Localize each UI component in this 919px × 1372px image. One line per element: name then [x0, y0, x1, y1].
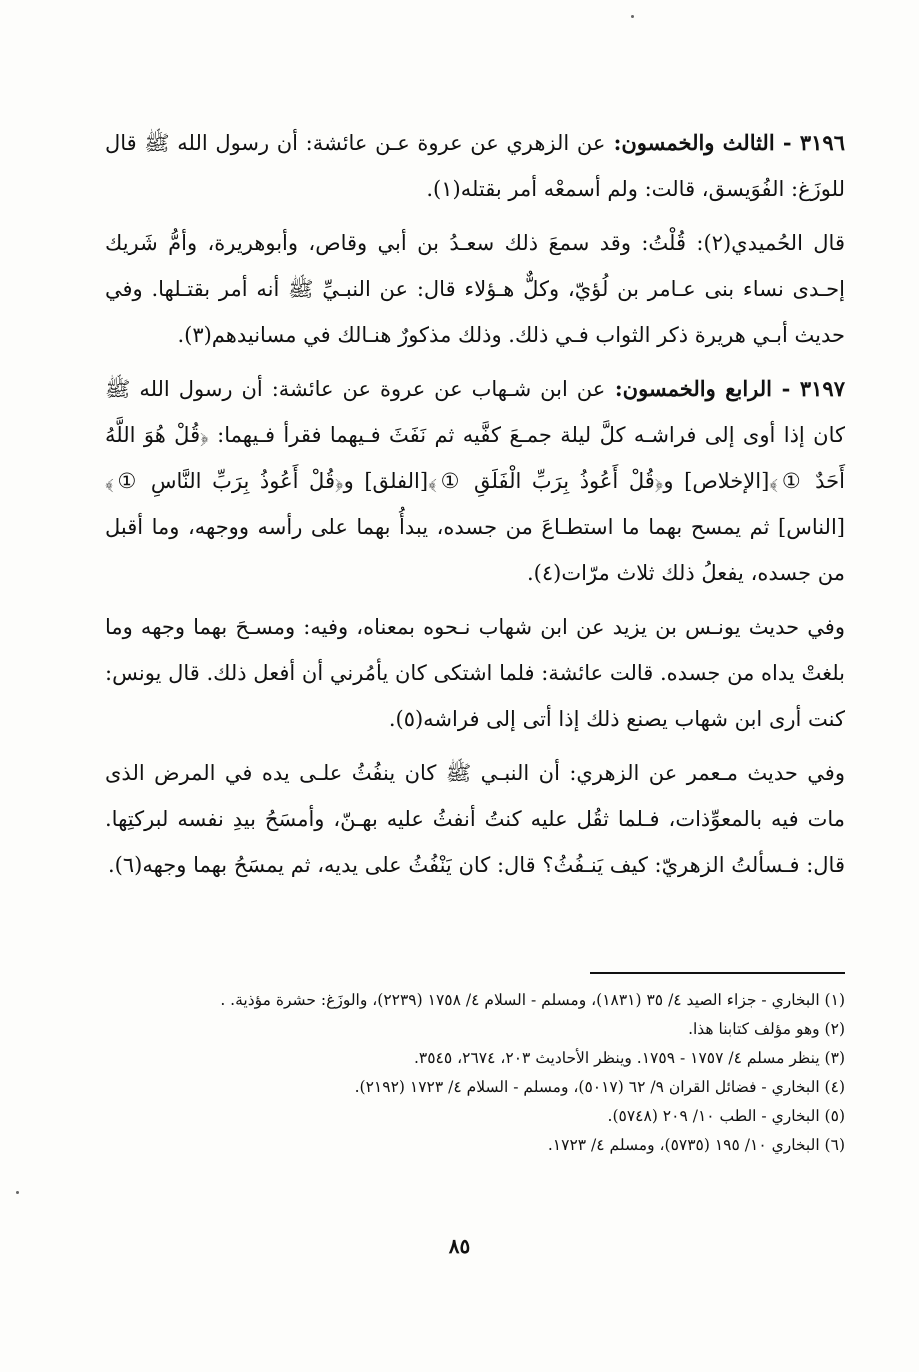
footnotes [105, 986, 845, 1160]
footnote-1: (١) البخاري - جزاء الصيد ٤/ ٣٥ (١٨٣١)، ومسلم - السلام ٤/ ١٧٥٨ (٢٢٣٩)، والوزَغ: حشرة مؤذية. . [220, 991, 845, 1009]
main-text [105, 120, 845, 896]
footnote-5: (٥) البخاري - الطب ١٠/ ٢٠٩ (٥٧٤٨). [607, 1107, 845, 1125]
paragraph-text: قال الحُميدي(٢): قُلْتُ: وقد سمعَ ذلك سعـدُ بن أبي وقاص، وأبوهريرة، وأمُّ شَريك إحـدى نساء بنى عـامر بن لُؤيّ، وكلٌّ هـؤلاء قال: عن النبـيِّ ﷺ أنه أمر بقتـلها. وفي حديث أبـي هريرة ذكر الثواب فـي ذلك. وذلك مذكورٌ هنـالك في مسانيدهم(٣). [105, 231, 845, 347]
narration-yunus [105, 604, 845, 742]
footnote-4: (٤) البخاري - فضائل القران ٩/ ٦٢ (٥٠١٧)، ومسلم - السلام ٤/ ١٧٢٣ (٢١٩٢). [354, 1078, 845, 1096]
paragraph-text: وفي حديث يونـس بن يزيد عن ابن شهاب نـحوه بمعناه، وفيه: ومسـحَ بهما وجهه وما بلغتْ يداه من جسده. قالت عائشة: فلما اشتكى كان يأمُرني أن أفعل ذلك. قال يونس: كنت أرى ابن شهاب يصنع ذلك إذا أتى إلى فراشه(٥). [105, 615, 845, 731]
scan-speck [631, 15, 634, 18]
narration-mamar [105, 750, 845, 888]
hadith-heading: الثالث والخمسون: [605, 130, 775, 155]
hadith-text: عن ابن شـهاب عن عروة عن عائشة: أن رسول الله ﷺ كان إذا أوى إلى فراشـه كلَّ ليلة جمـعَ كفَّيه ثم نَفَثَ فـيهما فقرأ فـيهما: ﴿قُلْ هُوَ اللَّهُ أَحَدٌ ①﴾[الإخلاص] و﴿قُلْ أَعُوذُ بِرَبِّ الْفَلَقِ ①﴾[الفلق] و﴿قُلْ أَعُوذُ بِرَبِّ النَّاسِ ①﴾ [الناس] ثم يمسح بهما ما استطـاعَ من جسده، يبدأُ بهما على رأسه ووجهه، وما أقبل من جسده، يفعلُ ذلك ثلاث مرّات(٤). [105, 377, 845, 585]
commentary-humaidi [105, 220, 845, 358]
page-number: ٨٥ [448, 1234, 471, 1258]
hadith-3197 [105, 366, 845, 596]
footnote-6: (٦) البخاري ١٠/ ١٩٥ (٥٧٣٥)، ومسلم ٤/ ١٧٢٣. [547, 1136, 845, 1154]
hadith-heading: الرابع والخمسون: [605, 376, 772, 401]
hadith-number: ٣١٩٦ - [774, 130, 845, 155]
footnote-separator [590, 972, 845, 974]
hadith-3196 [105, 120, 845, 212]
scan-speck [16, 1191, 19, 1194]
hadith-text: عن الزهري عن عروة عـن عائشة: أن رسول الله ﷺ قال للوزَغ: الفُوَيسق، قالت: ولم أسمعْه أمر بقتله(١). [105, 131, 845, 201]
hadith-number: ٣١٩٧ - [771, 376, 845, 401]
footnote-3: (٣) ينظر مسلم ٤/ ١٧٥٧ - ١٧٥٩. وينظر الأحاديث ٢٠٣، ٢٦٧٤، ٣٥٤٥. [413, 1049, 845, 1067]
footnote-2: (٢) وهو مؤلف كتابنا هذا. [688, 1020, 845, 1038]
paragraph-text: وفي حديث مـعمر عن الزهري: أن النبـي ﷺ كان ينفُثُ علـى يده في المرض الذى مات فيه بالمعوِّذات، فـلما ثقُل عليه كنتُ أنفثُ عليه بهـنّ، وأمسَحُ بيدِ نفسه لبركتِها. قال: فـسألتُ الزهريّ: كيف يَنـفُثُ؟ قال: كان يَنْفُثُ على يديه، ثم يمسَحُ بهما وجهه(٦). [105, 761, 845, 877]
